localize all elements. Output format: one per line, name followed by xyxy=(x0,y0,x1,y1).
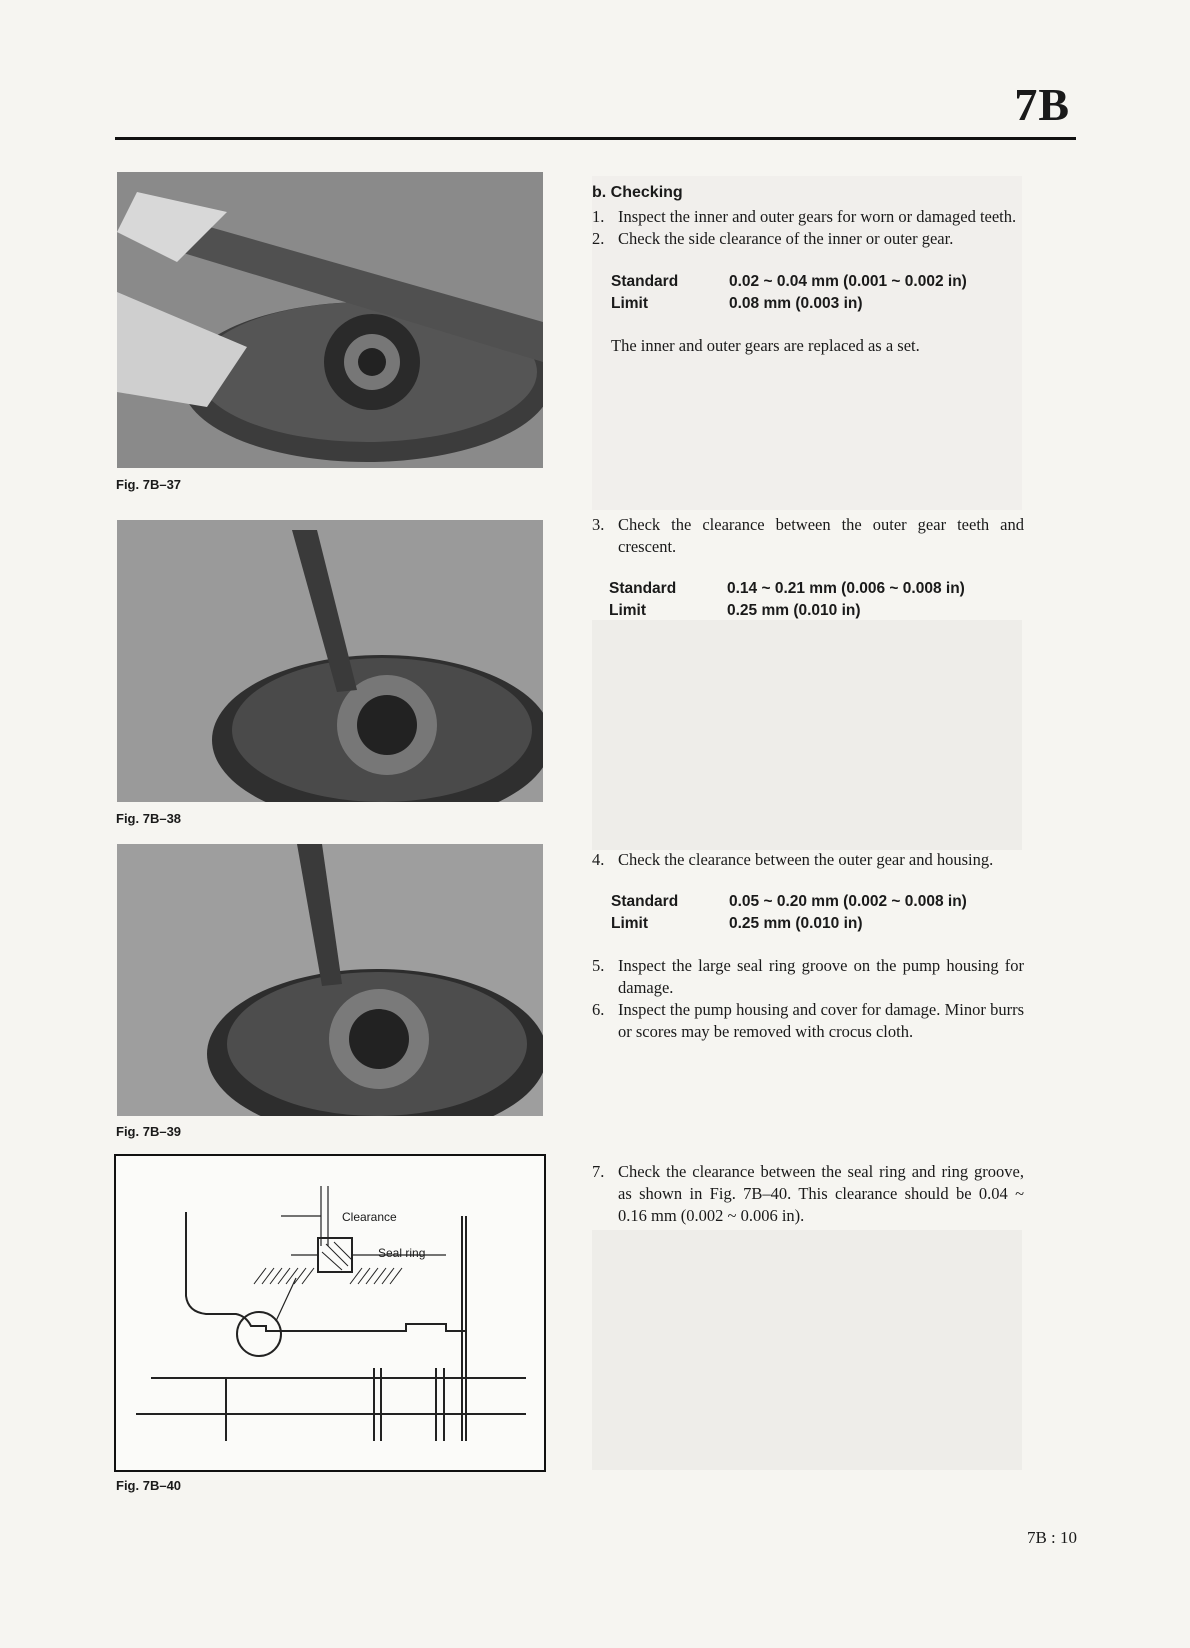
figure-7b-39-photo xyxy=(117,844,543,1116)
faded-background-figure xyxy=(592,1230,1022,1470)
checking-section xyxy=(592,182,1024,357)
checking-item: 1. Inspect the inner and outer gears for worn or damaged teeth. xyxy=(592,207,1017,226)
spec-table: Standard 0.02 ~ 0.04 mm (0.001 ~ 0.002 in) Limit 0.08 mm (0.003 in) xyxy=(611,273,967,312)
figure-7b-37-photo xyxy=(117,172,543,468)
seal-ring-diagram xyxy=(116,1156,544,1470)
checking-heading: b. Checking xyxy=(592,184,683,201)
checking-item-3: 3. Check the clearance between the outer gear teeth and crescent. Standard 0.14 ~ 0.21 mm (0.006 ~ 0.008 in) Limit 0.25 mm (0.010 in) xyxy=(592,514,1024,622)
page-number: 7B : 10 xyxy=(1026,1528,1077,1547)
spec-table: Standard 0.14 ~ 0.21 mm (0.006 ~ 0.008 in) Limit 0.25 mm (0.010 in) xyxy=(609,580,965,619)
checking-item: 2. Check the side clearance of the inner or outer gear. xyxy=(592,229,954,248)
figure-caption: Fig. 7B–37 xyxy=(116,477,182,492)
pump-housing-photo xyxy=(117,844,543,1116)
header-rule xyxy=(115,137,1076,140)
spec-table: Standard 0.05 ~ 0.20 mm (0.002 ~ 0.008 in) Limit 0.25 mm (0.010 in) xyxy=(611,893,967,932)
figure-7b-38-photo xyxy=(117,520,543,802)
checking-item-4: 4. Check the clearance between the outer gear and housing. Standard 0.05 ~ 0.20 mm (0.002 ~ 0.008 in) Limit 0.25 mm (0.010 in) 5. Inspect the large seal ring groove on the pump housing for damage. 6. Inspect the pump housing and cover for damage. Minor burrs or scores may be removed with crocus cloth. xyxy=(592,850,1024,1041)
pump-feeler-photo xyxy=(117,172,543,468)
figure-caption: Fig. 7B–38 xyxy=(116,811,182,826)
checking-note: The inner and outer gears are replaced as a set. xyxy=(611,336,920,355)
figure-7b-40-drawing xyxy=(114,1154,546,1472)
seal-ring-label: Seal ring xyxy=(378,1246,426,1260)
faded-background-figure xyxy=(592,620,1022,850)
figure-caption: Fig. 7B–40 xyxy=(116,1478,182,1493)
figure-caption: Fig. 7B–39 xyxy=(116,1124,182,1139)
section-tag: 7B xyxy=(1014,79,1070,130)
clearance-label: Clearance xyxy=(342,1210,397,1224)
checking-item-7: 7. Check the clearance between the seal ring and ring groove, as shown in Fig. 7B–40. This clearance should be 0.04 ~ 0.16 mm (0.002 ~ 0.006 in). xyxy=(592,1162,1024,1225)
pump-crescent-photo xyxy=(117,520,543,802)
